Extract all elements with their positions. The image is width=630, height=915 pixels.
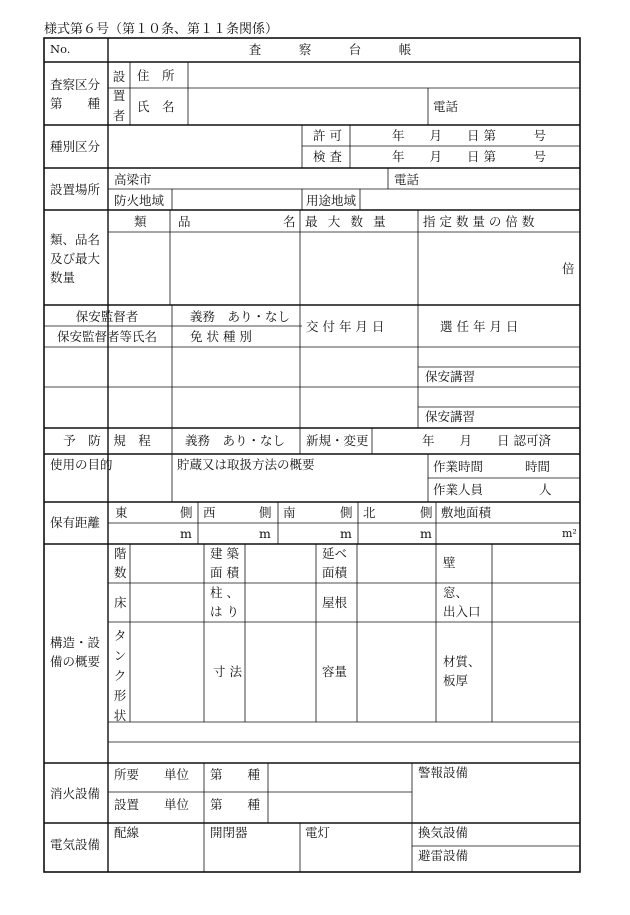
appoint-date-label: 選 任 年 月 日 [440, 319, 519, 334]
east-label: 東 [115, 505, 128, 520]
structure-label-1: 構造・設 [50, 635, 101, 650]
east-side: 側 [180, 505, 193, 520]
total-area-label-2: 面積 [322, 565, 348, 580]
fire-ext-label: 消火設備 [50, 786, 101, 801]
item-name-col-header: 名 [283, 214, 296, 229]
duty-label: 義務 あり・なし [190, 309, 291, 324]
required-units-label: 所要 単位 [114, 767, 190, 782]
workers-label: 作業人員 [433, 482, 484, 497]
building-area-label-2: 面 積 [210, 565, 239, 580]
structure-label-2: 備の概要 [50, 654, 101, 669]
south-meter: m [340, 526, 352, 541]
city-value: 高梁市 [114, 172, 152, 187]
location-phone-label: 電話 [394, 172, 420, 187]
new-change-label: 新規・変更 [306, 433, 369, 448]
capacity-label: 容量 [322, 664, 348, 679]
floors-label-1: 階 [114, 546, 127, 561]
pillar-label-2: は り [210, 604, 239, 619]
item-col-header: 品 [178, 214, 191, 229]
name-label: 氏 名 [137, 99, 175, 114]
tank-shape-label: タンク形状 [113, 628, 127, 723]
floors-label-2: 数 [114, 565, 127, 580]
license-label: 免 状 種 別 [190, 329, 252, 344]
training-label-1: 保安講習 [425, 369, 476, 384]
required-type-label: 第 種 [210, 767, 261, 782]
no-label: No. [50, 42, 71, 56]
installed-units-label: 設置 単位 [114, 797, 190, 812]
inspection-date: 年 月 日 第 号 [392, 149, 546, 164]
dimensions-label: 寸 法 [213, 664, 242, 679]
alarm-label: 警報設備 [418, 765, 469, 780]
method-label: 貯蔵又は取扱方法の概要 [177, 457, 315, 472]
times-unit: 倍 [562, 261, 575, 276]
type-class-label: 種別区分 [50, 139, 101, 154]
hours-unit: 時間 [525, 459, 551, 474]
pillar-label-1: 柱 、 [210, 585, 239, 600]
installer-label: 設置者 [112, 69, 126, 123]
material-label-2: 板厚 [443, 673, 469, 688]
installed-type-label: 第 種 [210, 797, 261, 812]
electrical-label: 電気設備 [50, 837, 101, 852]
inspection-label: 検 査 [313, 149, 342, 164]
west-meter: m [259, 526, 271, 541]
lightning-label: 避雷設備 [418, 848, 469, 863]
phone-label: 電話 [433, 99, 459, 114]
sqm-unit: m² [562, 527, 577, 540]
issue-date-label: 交 付 年 月 日 [306, 319, 385, 334]
distance-label: 保有距離 [50, 515, 101, 530]
address-label: 住 所 [137, 68, 175, 83]
wiring-label: 配線 [114, 825, 140, 840]
hazmat-label-2: 及び最大 [50, 251, 101, 266]
person-unit: 人 [539, 482, 552, 497]
west-side: 側 [259, 505, 272, 520]
window-label-2: 出入口 [443, 604, 481, 619]
window-label-1: 窓、 [443, 585, 469, 600]
permit-label: 許 可 [313, 128, 342, 143]
north-meter: m [420, 526, 432, 541]
floor-label: 床 [114, 595, 127, 610]
multiple-col-header: 指 定 数 量 の 倍 数 [423, 214, 535, 229]
building-area-label-1: 建 築 [210, 546, 239, 561]
form-title: 様式第６号（第１０条、第１１条関係） [44, 22, 279, 37]
north-label: 北 [363, 505, 376, 520]
west-label: 西 [203, 505, 216, 520]
total-area-label-1: 延ベ [322, 546, 348, 561]
wall-label: 壁 [443, 555, 456, 570]
category-type-label: 第 種 [50, 96, 101, 111]
switchgear-label: 開閉器 [210, 825, 248, 840]
lamp-label: 電灯 [305, 825, 331, 840]
approved-label: 年 月 日 認可済 [422, 433, 551, 448]
material-label-1: 材質、 [443, 654, 481, 669]
use-zone-label: 用途地域 [306, 193, 357, 208]
register-title: 査 察 台 帳 [248, 42, 412, 57]
permit-date: 年 月 日 第 号 [392, 128, 546, 143]
prevention-label: 予 防 規 程 [63, 433, 151, 448]
supervisor-label: 保安監督者 [75, 309, 139, 324]
location-label: 設置場所 [50, 182, 101, 197]
prevention-duty-label: 義務 あり・なし [185, 433, 286, 448]
class-col-header: 類 [134, 214, 147, 229]
north-side: 側 [420, 505, 433, 520]
purpose-label: 使用の目的 [50, 457, 113, 472]
roof-label: 屋根 [322, 595, 348, 610]
hazmat-label-3: 数量 [50, 270, 76, 285]
supervisor-names-label: 保安監督者等氏名 [56, 329, 158, 344]
east-meter: m [180, 526, 192, 541]
max-qty-col-header: 最 大 数 量 [305, 214, 389, 229]
training-label-2: 保安講習 [425, 409, 476, 424]
ventilation-label: 換気設備 [418, 825, 469, 840]
south-label: 南 [283, 505, 296, 520]
south-side: 側 [340, 505, 353, 520]
fire-zone-label: 防火地域 [114, 193, 165, 208]
site-area-label: 敷地面積 [441, 505, 492, 520]
category-label: 査察区分 [50, 77, 101, 92]
work-hours-label: 作業時間 [433, 459, 484, 474]
hazmat-label-1: 類、品名 [50, 232, 101, 247]
